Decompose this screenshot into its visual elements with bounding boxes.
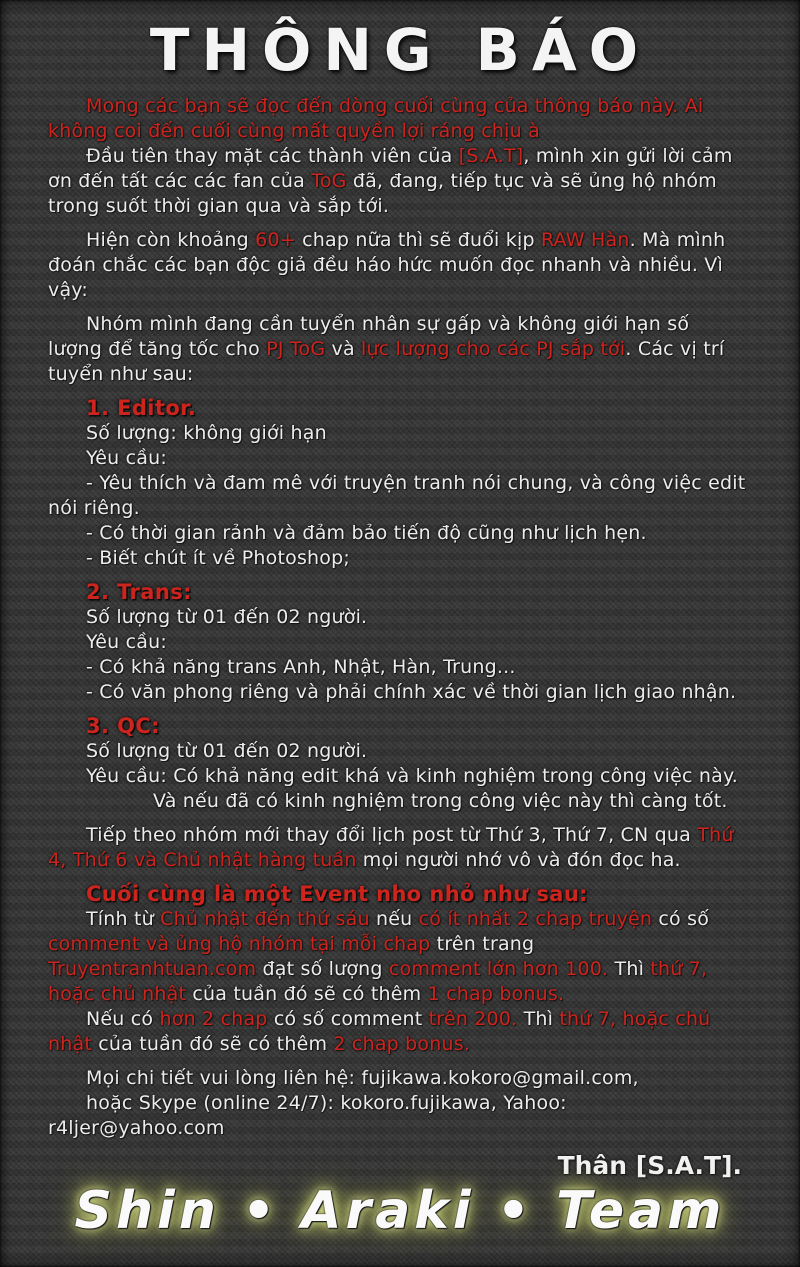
text-segment: nếu bbox=[369, 908, 419, 930]
signature: Thân [S.A.T]. bbox=[557, 1151, 742, 1180]
trans-quantity bbox=[48, 605, 746, 630]
editor-requirement-1 bbox=[48, 471, 746, 521]
trans-requirement-2 bbox=[48, 680, 746, 705]
text-segment: Tính từ bbox=[86, 908, 161, 930]
text-segment: Số lượng từ 01 đến 02 người. bbox=[86, 740, 368, 762]
team-logo: Shin • Araki • Team bbox=[74, 1181, 726, 1241]
text-segment: đã, đang, tiếp tục và sẽ ủng hộ nhóm trong suốt thời gian qua và sắp tới. bbox=[48, 170, 717, 217]
text-segment: - Có thời gian rảnh và đảm bảo tiến độ cũng như lịch hẹn. bbox=[86, 522, 647, 544]
text-segment: - Yêu thích và đam mê với truyện tranh nói chung, và công việc edit nói riêng. bbox=[48, 472, 746, 519]
text-segment: comment và ủng hộ nhóm tại mỗi chap bbox=[48, 933, 431, 955]
text-segment: trên trang bbox=[430, 933, 535, 955]
text-segment: , mình xin gửi lời cảm ơn đến tất các các fan của bbox=[48, 145, 733, 192]
text-segment: hơn 2 chap bbox=[159, 1008, 268, 1030]
trans-requirements-label bbox=[48, 630, 746, 655]
editor-requirement-2 bbox=[48, 521, 746, 546]
text-segment: đạt số lượng bbox=[256, 958, 389, 980]
text-segment: . Các vị trí tuyển như sau: bbox=[48, 338, 725, 385]
qc-requirement-1 bbox=[48, 764, 746, 789]
text-segment: 1. Editor. bbox=[86, 396, 197, 420]
editor-heading bbox=[48, 396, 746, 421]
text-segment: Và nếu đã có kinh nghiệm trong công việc này thì càng tốt. bbox=[153, 790, 728, 812]
text-segment: 60+ bbox=[255, 229, 296, 251]
text-segment: Truyentranhtuan.com bbox=[48, 958, 257, 980]
thanks-paragraph bbox=[48, 144, 746, 219]
text-segment: Tiếp theo nhóm mới thay đổi lịch post từ Thứ 3, Thứ 7, CN qua bbox=[86, 824, 698, 846]
text-segment: 1 chap bonus. bbox=[427, 983, 565, 1005]
text-segment: . Mà mình đoán chắc các bạn độc giả đều háo hức muốn đọc nhanh và nhiều. Vì vậy: bbox=[48, 229, 726, 301]
event-rule-2 bbox=[48, 1007, 746, 1057]
text-segment: Số lượng: không giới hạn bbox=[86, 422, 327, 444]
text-segment: comment lớn hơn 100. bbox=[388, 958, 609, 980]
qc-heading bbox=[48, 714, 746, 739]
editor-requirement-3 bbox=[48, 546, 746, 571]
text-segment: trên 200. bbox=[428, 1008, 518, 1030]
text-segment: Mong các bạn sẽ đọc đến dòng cuối cùng của thông báo này. Ai không coi đến cuối cùng mất quyền lợi ráng chịu à bbox=[48, 95, 704, 142]
text-segment: 3. QC: bbox=[86, 714, 160, 738]
text-segment: có số comment bbox=[267, 1008, 429, 1030]
text-segment: Yêu cầu: bbox=[86, 447, 167, 469]
text-segment: của tuần đó sẽ có thêm bbox=[186, 983, 428, 1005]
editor-requirements-label bbox=[48, 446, 746, 471]
contact-line-1 bbox=[48, 1066, 746, 1091]
text-segment: Mọi chi tiết vui lòng liên hệ: fujikawa.kokoro@gmail.com, bbox=[86, 1067, 639, 1089]
text-segment: có ít nhất 2 chap truyện bbox=[418, 908, 653, 930]
text-segment: - Biết chút ít về Photoshop; bbox=[86, 547, 350, 569]
text-segment: Nếu có bbox=[86, 1008, 160, 1030]
text-segment: RAW Hàn bbox=[540, 229, 630, 251]
schedule-paragraph bbox=[48, 823, 746, 873]
event-rule-1 bbox=[48, 907, 746, 1007]
text-segment: Đầu tiên thay mặt các thành viên của bbox=[86, 145, 459, 167]
text-segment: - Có văn phong riêng và phải chính xác về thời gian lịch giao nhận. bbox=[86, 681, 737, 703]
trans-heading bbox=[48, 580, 746, 605]
text-segment: Hiện còn khoảng bbox=[86, 229, 256, 251]
text-segment: Nhóm mình đang cần tuyển nhân sự gấp và không giới hạn số lượng để tăng tốc cho bbox=[48, 313, 690, 360]
text-segment: Số lượng từ 01 đến 02 người. bbox=[86, 606, 368, 628]
text-segment: Thì bbox=[517, 1008, 560, 1030]
text-segment: PJ ToG bbox=[266, 338, 326, 360]
progress-paragraph bbox=[48, 228, 746, 303]
text-segment: chap nữa thì sẽ đuổi kịp bbox=[295, 229, 541, 251]
text-segment: Chủ nhật đến thứ sáu bbox=[160, 908, 370, 930]
announcement-body bbox=[0, 86, 800, 1141]
page-title: THÔNG BÁO bbox=[149, 16, 651, 84]
text-segment: và bbox=[325, 338, 362, 360]
text-segment: [S.A.T] bbox=[458, 145, 524, 167]
editor-quantity bbox=[48, 421, 746, 446]
text-segment: Yêu cầu: bbox=[86, 631, 167, 653]
text-segment: - Có khả năng trans Anh, Nhật, Hàn, Trung... bbox=[86, 656, 516, 678]
event-heading bbox=[48, 882, 746, 907]
text-segment: Thì bbox=[608, 958, 651, 980]
text-segment: thứ 7, hoặc chủ nhật bbox=[48, 1008, 711, 1055]
recruitment-paragraph bbox=[48, 312, 746, 387]
text-segment: hoặc Skype (online 24/7): kokoro.fujikawa, Yahoo: r4ljer@yahoo.com bbox=[48, 1092, 567, 1139]
text-segment: Cuối cùng là một Event nho nhỏ như sau: bbox=[86, 882, 588, 906]
text-segment: mọi người nhớ vô và đón đọc ha. bbox=[356, 849, 681, 871]
contact-line-2 bbox=[48, 1091, 746, 1141]
text-segment: có số bbox=[652, 908, 710, 930]
text-segment: Thứ 4, Thứ 6 và Chủ nhật hàng tuần bbox=[48, 824, 734, 871]
text-segment: 2. Trans: bbox=[86, 580, 192, 604]
text-segment: lực lượng cho các PJ sắp tới bbox=[361, 338, 626, 360]
intro-warning bbox=[48, 94, 746, 144]
text-segment: ToG bbox=[311, 170, 347, 192]
text-segment: của tuần đó sẽ có thêm bbox=[91, 1033, 334, 1055]
qc-quantity bbox=[48, 739, 746, 764]
text-segment: 2 chap bonus. bbox=[333, 1033, 471, 1055]
trans-requirement-1 bbox=[48, 655, 746, 680]
text-segment: Yêu cầu: Có khả năng edit khá và kinh nghiệm trong công việc này. bbox=[86, 765, 738, 787]
text-segment: thứ 7, hoặc chủ nhật bbox=[48, 958, 708, 1005]
qc-requirement-2 bbox=[48, 789, 746, 814]
